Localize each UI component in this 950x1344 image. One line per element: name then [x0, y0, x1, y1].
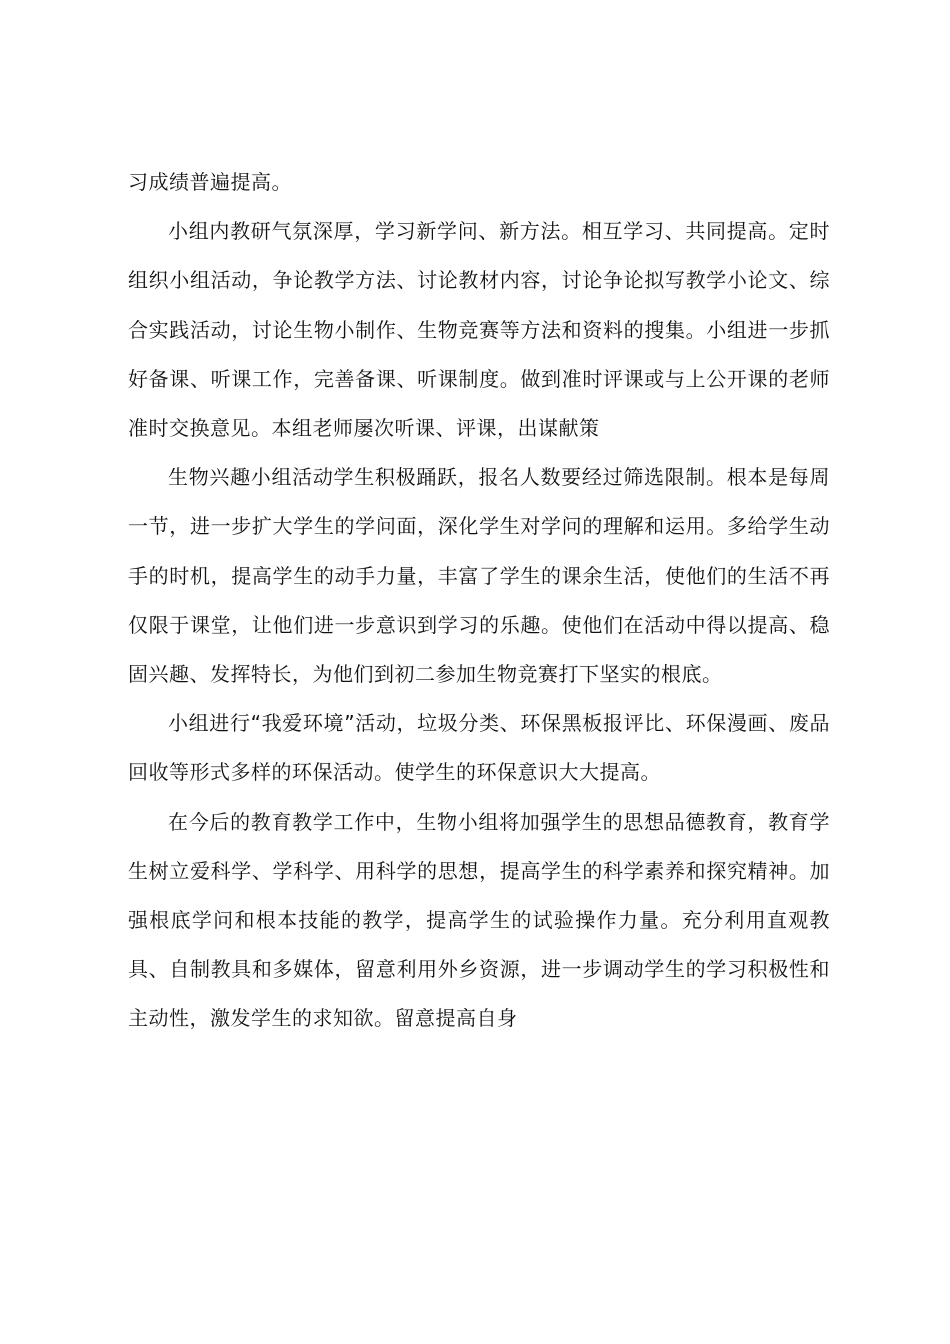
paragraph-5: 在今后的教育教学工作中，生物小组将加强学生的思想品德教育，教育学生树立爱科学、学科学、用科学的思想，提高学生的科学素养和探究精神。加强根底学问和根本技能的教学，提高学生的试验操作力量。充分利用直观教具、自制教具和多媒体，留意利用外乡资源，进一步调动学生的学习积极性和主动性，激发学生的求知欲。留意提高自身: [128, 809, 830, 1031]
paragraph-3: 生物兴趣小组活动学生积极踊跃，报名人数要经过筛选限制。根本是每周一节，进一步扩大学生的学问面，深化学生对学问的理解和运用。多给学生动手的时机，提高学生的动手力量，丰富了学生的课余生活，使他们的生活不再仅限于课堂，让他们进一步意识到学习的乐趣。使他们在活动中得以提高、稳固兴趣、发挥特长，为他们到初二参加生物竞赛打下坚实的根底。: [128, 465, 830, 687]
document-body: [128, 158, 830, 1044]
paragraph-4: 小组进行“我爱环境”活动，垃圾分类、环保黑板报评比、环保漫画、废品回收等形式多样的环保活动。使学生的环保意识大大提高。: [128, 711, 830, 785]
paragraph-2: 小组内教研气氛深厚，学习新学问、新方法。相互学习、共同提高。定时组织小组活动，争论教学方法、讨论教材内容，讨论争论拟写教学小论文、综合实践活动，讨论生物小制作、生物竞赛等方法和资料的搜集。小组进一步抓好备课、听课工作，完善备课、听课制度。做到准时评课或与上公开课的老师准时交换意见。本组老师屡次听课、评课，出谋献策: [128, 219, 830, 441]
paragraph-1: 习成绩普遍提高。: [128, 170, 292, 194]
